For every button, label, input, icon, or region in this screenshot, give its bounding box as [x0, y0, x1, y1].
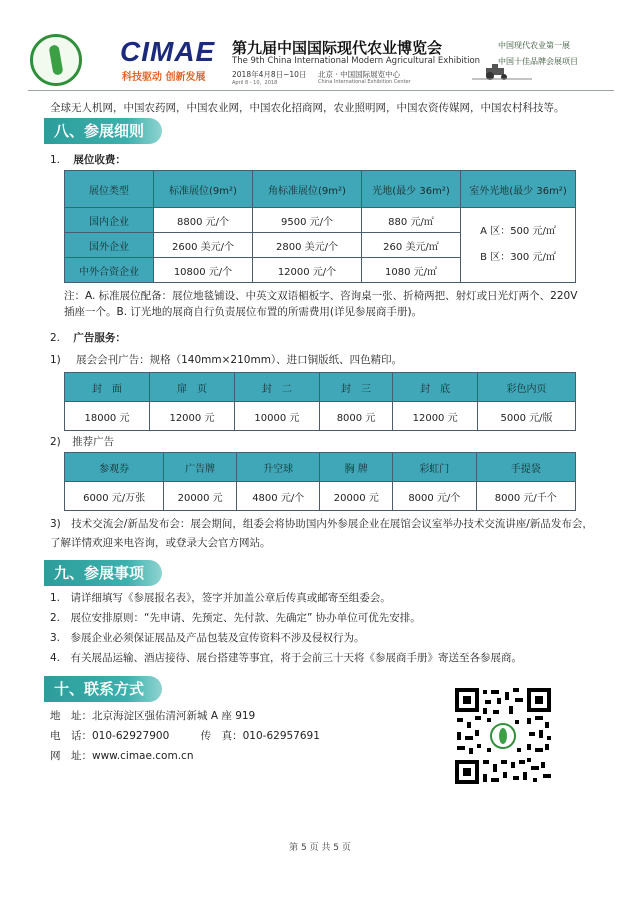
outdoor-zone-b: B 区：300 元/㎡ [480, 252, 556, 263]
table-cell: 12000 元 [149, 402, 234, 431]
table-cell: 260 美元/㎡ [362, 233, 461, 258]
table-cell: 2600 美元/个 [154, 233, 253, 258]
expo-date-en: April 8 - 10，2018 [232, 80, 278, 86]
catalog-ad-label [50, 352, 402, 367]
table-header: 胸 牌 [320, 453, 393, 482]
contact-website [50, 748, 193, 763]
phone-label: 电 话： [50, 730, 92, 742]
table-header: 彩虹门 [393, 453, 477, 482]
catalog-ad-table [64, 372, 576, 431]
fax-label: 传 真： [200, 730, 243, 742]
table-header: 升空球 [236, 453, 320, 482]
table-cell: 12000 元 [393, 402, 478, 431]
table-cell: 2800 美元/个 [253, 233, 362, 258]
address-label: 地 址： [50, 710, 92, 722]
section-heading-exhibit-notes: 九、参展事项 [44, 560, 162, 586]
address-value: 北京海淀区强佑清河新城 A 座 919 [92, 710, 256, 722]
table-cell: 8000 元/千个 [476, 482, 575, 511]
expo-venue: 北京 · 中国国际展览中心 [318, 70, 401, 79]
booth-fee-number: 1. [50, 154, 61, 166]
table-cell: 10000 元 [234, 402, 319, 431]
table-cell: 20000 元 [320, 482, 393, 511]
table-cell: 20000 元 [164, 482, 237, 511]
page-number: 第 5 页 共 5 页 [289, 843, 351, 853]
table-row [65, 482, 576, 511]
table-cell: 12000 元/个 [253, 258, 362, 283]
table-cell: 10800 元/个 [154, 258, 253, 283]
website-link[interactable]: www.cimae.com.cn [92, 750, 194, 762]
booth-fee-title: 展位收费： [73, 154, 126, 166]
expo-date: 2018年4月8日~10日 [232, 70, 307, 79]
recommended-ad-number: 2) [50, 436, 61, 448]
table-cell: 8000 元 [319, 402, 392, 431]
table-header: 彩色内页 [478, 373, 576, 402]
catalog-ad-number: 1) [50, 354, 61, 366]
contact-phone [50, 728, 320, 743]
list-item: 4. 有关展品运输、酒店接待、展台搭建等事宜，将于会前三十天将《参展商手册》寄送至各参展商。 [50, 652, 523, 664]
phone-value: 010-62927900 [92, 730, 170, 742]
tech-seminar-note: 3) 技术交流会/新品发布会：展会期间，组委会将协助国内外参展企业在展馆会议室举办技术交流讲座/新品发布会，了解详情欢迎来电咨询，或登录大会官方网站。 [50, 518, 593, 549]
contact-address [50, 708, 255, 723]
recommended-ad-text: 推荐广告 [72, 436, 115, 448]
table-cell: 1080 元/㎡ [362, 258, 461, 283]
table-header: 角标准展位(9m²) [253, 171, 362, 208]
table-header: 封 底 [393, 373, 478, 402]
booth-note: 注：A. 标准展位配备：展位地毯铺设、中英文双语楣板字、咨询桌一张、折椅两把、射灯或日光灯两个、220V 插座一个。B. 订光地的展商自行负责展位布置的所需费用(详见参展商手册)。 [64, 290, 578, 318]
booth-fee-label [50, 152, 126, 167]
recommended-ad-label [50, 434, 114, 449]
list-item: 3. 参展企业必须保证展品及产品包装及宣传资料不涉及侵权行为。 [50, 632, 365, 644]
qr-code-icon [453, 686, 553, 786]
booth-fee-table [64, 170, 576, 283]
table-cell: 9500 元/个 [253, 208, 362, 233]
table-cell: 4800 元/个 [236, 482, 320, 511]
ad-service-title: 广告服务： [73, 332, 126, 344]
table-row [65, 208, 576, 233]
intro-media-list: 全球无人机网，中国农药网，中国农业网，中国农化招商网，农业照明网，中国农资传媒网，中国农村科技等。 [50, 102, 565, 114]
expo-venue-en: China International Exhibition Center [318, 79, 411, 85]
list-item: 2. 展位安排原则：“先申请、先预定、先付款、先确定” 协办单位可优先安排。 [50, 612, 421, 624]
table-header: 广告牌 [164, 453, 237, 482]
award-badge-2: 中国十佳品牌会展项目 [498, 57, 578, 66]
outdoor-zone-a: A 区：500 元/㎡ [480, 226, 556, 237]
catalog-ad-text: 展会会刊广告：规格（140mm×210mm）、进口铜版纸、四色精印。 [76, 354, 403, 366]
header-divider [28, 90, 614, 91]
table-cell: 6000 元/万张 [65, 482, 164, 511]
ad-service-number: 2. [50, 332, 61, 344]
award-badge-1: 中国现代农业第一展 [498, 41, 570, 50]
ad-service-label [50, 330, 126, 345]
table-cell: 880 元/㎡ [362, 208, 461, 233]
table-header: 参观券 [65, 453, 164, 482]
section-heading-booth-rules: 八、参展细则 [44, 118, 162, 144]
recommended-ad-table [64, 452, 576, 511]
logo [30, 34, 82, 86]
table-header: 封 三 [319, 373, 392, 402]
table-header: 封 二 [234, 373, 319, 402]
table-header: 室外光地(最少 36m²) [461, 171, 576, 208]
brand-slogan: 科技驱动 创新发展 [122, 72, 206, 83]
expo-title-en: The 9th China International Modern Agricultural Exhibition [232, 56, 481, 66]
table-header: 扉 页 [149, 373, 234, 402]
table-header: 光地(最少 36m²) [362, 171, 461, 208]
tractor-icon [472, 64, 532, 80]
outdoor-price-cell [461, 208, 576, 283]
section-heading-contact: 十、联系方式 [44, 676, 162, 702]
list-item: 1. 请详细填写《参展报名表》，签字并加盖公章后传真或邮寄至组委会。 [50, 592, 391, 604]
website-label: 网 址： [50, 750, 92, 762]
table-cell: 国外企业 [65, 233, 154, 258]
expo-title: 第九届中国国际现代农业博览会 [232, 39, 443, 57]
table-header: 标准展位(9m²) [154, 171, 253, 208]
table-cell: 8000 元/个 [393, 482, 477, 511]
table-header: 手提袋 [476, 453, 575, 482]
table-cell: 8800 元/个 [154, 208, 253, 233]
table-header: 封 面 [65, 373, 150, 402]
table-header: 展位类型 [65, 171, 154, 208]
table-cell: 18000 元 [65, 402, 150, 431]
fax-value: 010-62957691 [242, 730, 320, 742]
table-row [65, 402, 576, 431]
brand-name: CIMAE [120, 36, 216, 67]
table-cell: 国内企业 [65, 208, 154, 233]
table-cell: 中外合资企业 [65, 258, 154, 283]
table-cell: 5000 元/版 [478, 402, 576, 431]
